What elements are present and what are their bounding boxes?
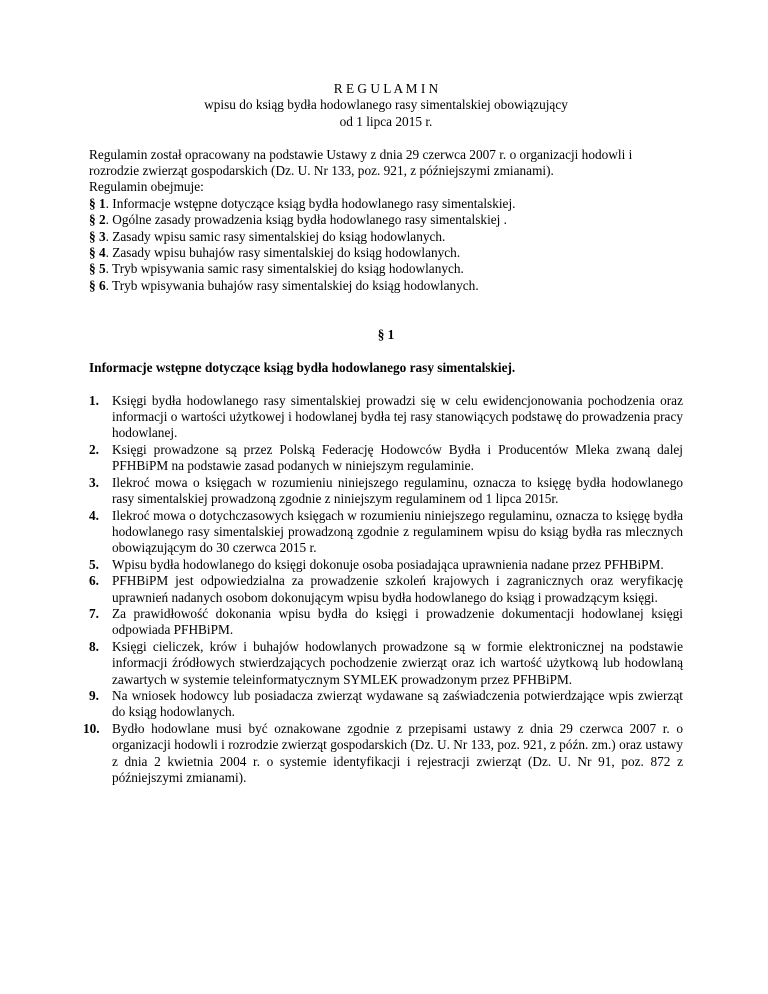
- point-number: 5.: [89, 556, 99, 572]
- point-number: 3.: [89, 474, 99, 490]
- point-number: 10.: [83, 720, 100, 736]
- toc-mark: § 3: [89, 228, 106, 244]
- point-number: 1.: [89, 392, 99, 408]
- point-number: 9.: [89, 687, 99, 703]
- toc-mark: § 5: [89, 261, 106, 277]
- toc-text: . Zasady wpisu samic rasy simentalskiej do ksiąg hodowlanych.: [105, 228, 446, 244]
- point-number: 7.: [89, 605, 99, 621]
- legal-basis-line-2: rozrodzie zwierząt gospodarskich (Dz. U. Nr 133, poz. 921, z późniejszymi zmianami).: [89, 163, 554, 179]
- toc-text: . Ogólne zasady prowadzenia ksiąg bydła hodowlanego rasy simentalskiej .: [105, 212, 508, 228]
- section-1-heading: § 1: [377, 327, 395, 343]
- point-number: 8.: [89, 638, 99, 654]
- point-text: Za prawidłowość dokonania wpisu bydła do księgi i prowadzenie dokumentacji hodowlanej księgi odpowiada PFHBiPM.: [112, 605, 683, 638]
- toc-item: [89, 261, 683, 277]
- list-item: [89, 639, 683, 688]
- toc-mark: § 6: [89, 277, 106, 293]
- toc-text: . Tryb wpisywania samic rasy simentalskiej do ksiąg hodowlanych.: [105, 261, 464, 277]
- list-item: [83, 720, 683, 787]
- list-item: [89, 606, 683, 639]
- toc-text: . Tryb wpisywania buhajów rasy simentalskiej do ksiąg hodowlanych.: [105, 277, 479, 293]
- document-title-block: [89, 81, 683, 130]
- toc-item: [89, 212, 683, 228]
- point-text: Wpisu bydła hodowlanego do księgi dokonuje osoba posiadająca uprawnienia nadane przez PFHBiPM.: [112, 556, 664, 572]
- toc-item: [89, 229, 683, 245]
- list-item: [89, 442, 683, 475]
- contents-label: Regulamin obejmuje:: [89, 179, 204, 195]
- point-number: 6.: [89, 573, 99, 589]
- point-text: Księgi cieliczek, krów i buhajów hodowlanych prowadzone są w formie elektronicznej na podstawie informacji źródłowych stwierdzających pochodzenie zwierząt oraz ich wartość użytkową lub hodowlaną zawartych w systemie teleinformatycznym SYMLEK prowadzonym przez PFHBiPM.: [112, 638, 683, 687]
- document-subtitle: wpisu do ksiąg bydła hodowlanego rasy simentalskiej obowiązujący: [204, 97, 568, 113]
- section-1-title: Informacje wstępne dotyczące ksiąg bydła hodowlanego rasy simentalskiej.: [89, 359, 516, 375]
- toc-item: [89, 278, 683, 294]
- point-number: 4.: [89, 507, 99, 523]
- toc-item: [89, 245, 683, 261]
- point-text: Księgi bydła hodowlanego rasy simentalskiej prowadzi się w celu ewidencjonowania pochodzenia oraz informacji o wartości użytkowej i hodowlanej bydła tej rasy stanowiących podstawę do prowadzenia pracy hodowlanej.: [112, 392, 683, 441]
- toc-text: . Zasady wpisu buhajów rasy simentalskiej do ksiąg hodowlanych.: [105, 245, 461, 261]
- list-item: [89, 573, 683, 606]
- point-text: Ilekroć mowa o księgach w rozumieniu niniejszego regulaminu, oznacza to księgę bydła hodowlanego rasy simentalskiej prowadzoną zgodnie z niniejszym regulaminem od 1 lipca 2015r.: [112, 474, 683, 507]
- point-number: 2.: [89, 441, 99, 457]
- toc-text: . Informacje wstępne dotyczące ksiąg bydła hodowlanego rasy simentalskiej.: [105, 195, 516, 211]
- legal-basis-line-1: Regulamin został opracowany na podstawie Ustawy z dnia 29 czerwca 2007 r. o organizacji hodowli i: [89, 146, 633, 162]
- toc-mark: § 2: [89, 212, 106, 228]
- intro-block: [89, 147, 683, 295]
- list-item: [89, 475, 683, 508]
- document-effective-date: od 1 lipca 2015 r.: [339, 113, 433, 129]
- point-text: Na wniosek hodowcy lub posiadacza zwierząt wydawane są zaświadczenia potwierdzające wpis zwierząt do ksiąg hodowlanych.: [112, 687, 683, 720]
- toc-item: [89, 196, 683, 212]
- toc-mark: § 1: [89, 195, 106, 211]
- point-text: Bydło hodowlane musi być oznakowane zgodnie z przepisami ustawy z dnia 29 czerwca 2007 r. o organizacji hodowli i rozrodzie zwierząt gospodarskich (Dz. U. Nr 133, poz. 921, z późn. zm.) oraz ustawy z dnia 2 kwietnia 2004 r. o systemie identyfikacji i rejestracji zwierząt (Dz. U. Nr 91, poz. 872 z późniejszymi zmianami).: [112, 720, 683, 785]
- point-text: PFHBiPM jest odpowiedzialna za prowadzenie szkoleń krajowych i zagranicznych oraz weryfikację uprawnień nadanych osobom dokonującym wpisu bydła hodowlanego do ksiąg i prowadzącym księgi.: [112, 573, 683, 605]
- list-item: [89, 508, 683, 557]
- list-item: [89, 393, 683, 442]
- point-text: Ilekroć mowa o dotychczasowych księgach w rozumieniu niniejszego regulaminu, oznacza to księgę bydła hodowlanego rasy simentalskiej prowadzoną zgodnie z regulaminem wpisu do ksiąg bydła ras mlecznych obowiązującym do 30 czerwca 2015 r.: [112, 507, 683, 556]
- list-item: [89, 688, 683, 721]
- list-item: [89, 557, 683, 573]
- section-1-points: [83, 392, 683, 787]
- point-text: Księgi prowadzone są przez Polską Federację Hodowców Bydła i Producentów Mleka zwaną dalej PFHBiPM na podstawie zasad podanych w niniejszym regulaminie.: [112, 441, 683, 474]
- document-page: [83, 81, 683, 786]
- toc-mark: § 4: [89, 245, 106, 261]
- document-heading: R E G U L A M I N: [333, 81, 439, 96]
